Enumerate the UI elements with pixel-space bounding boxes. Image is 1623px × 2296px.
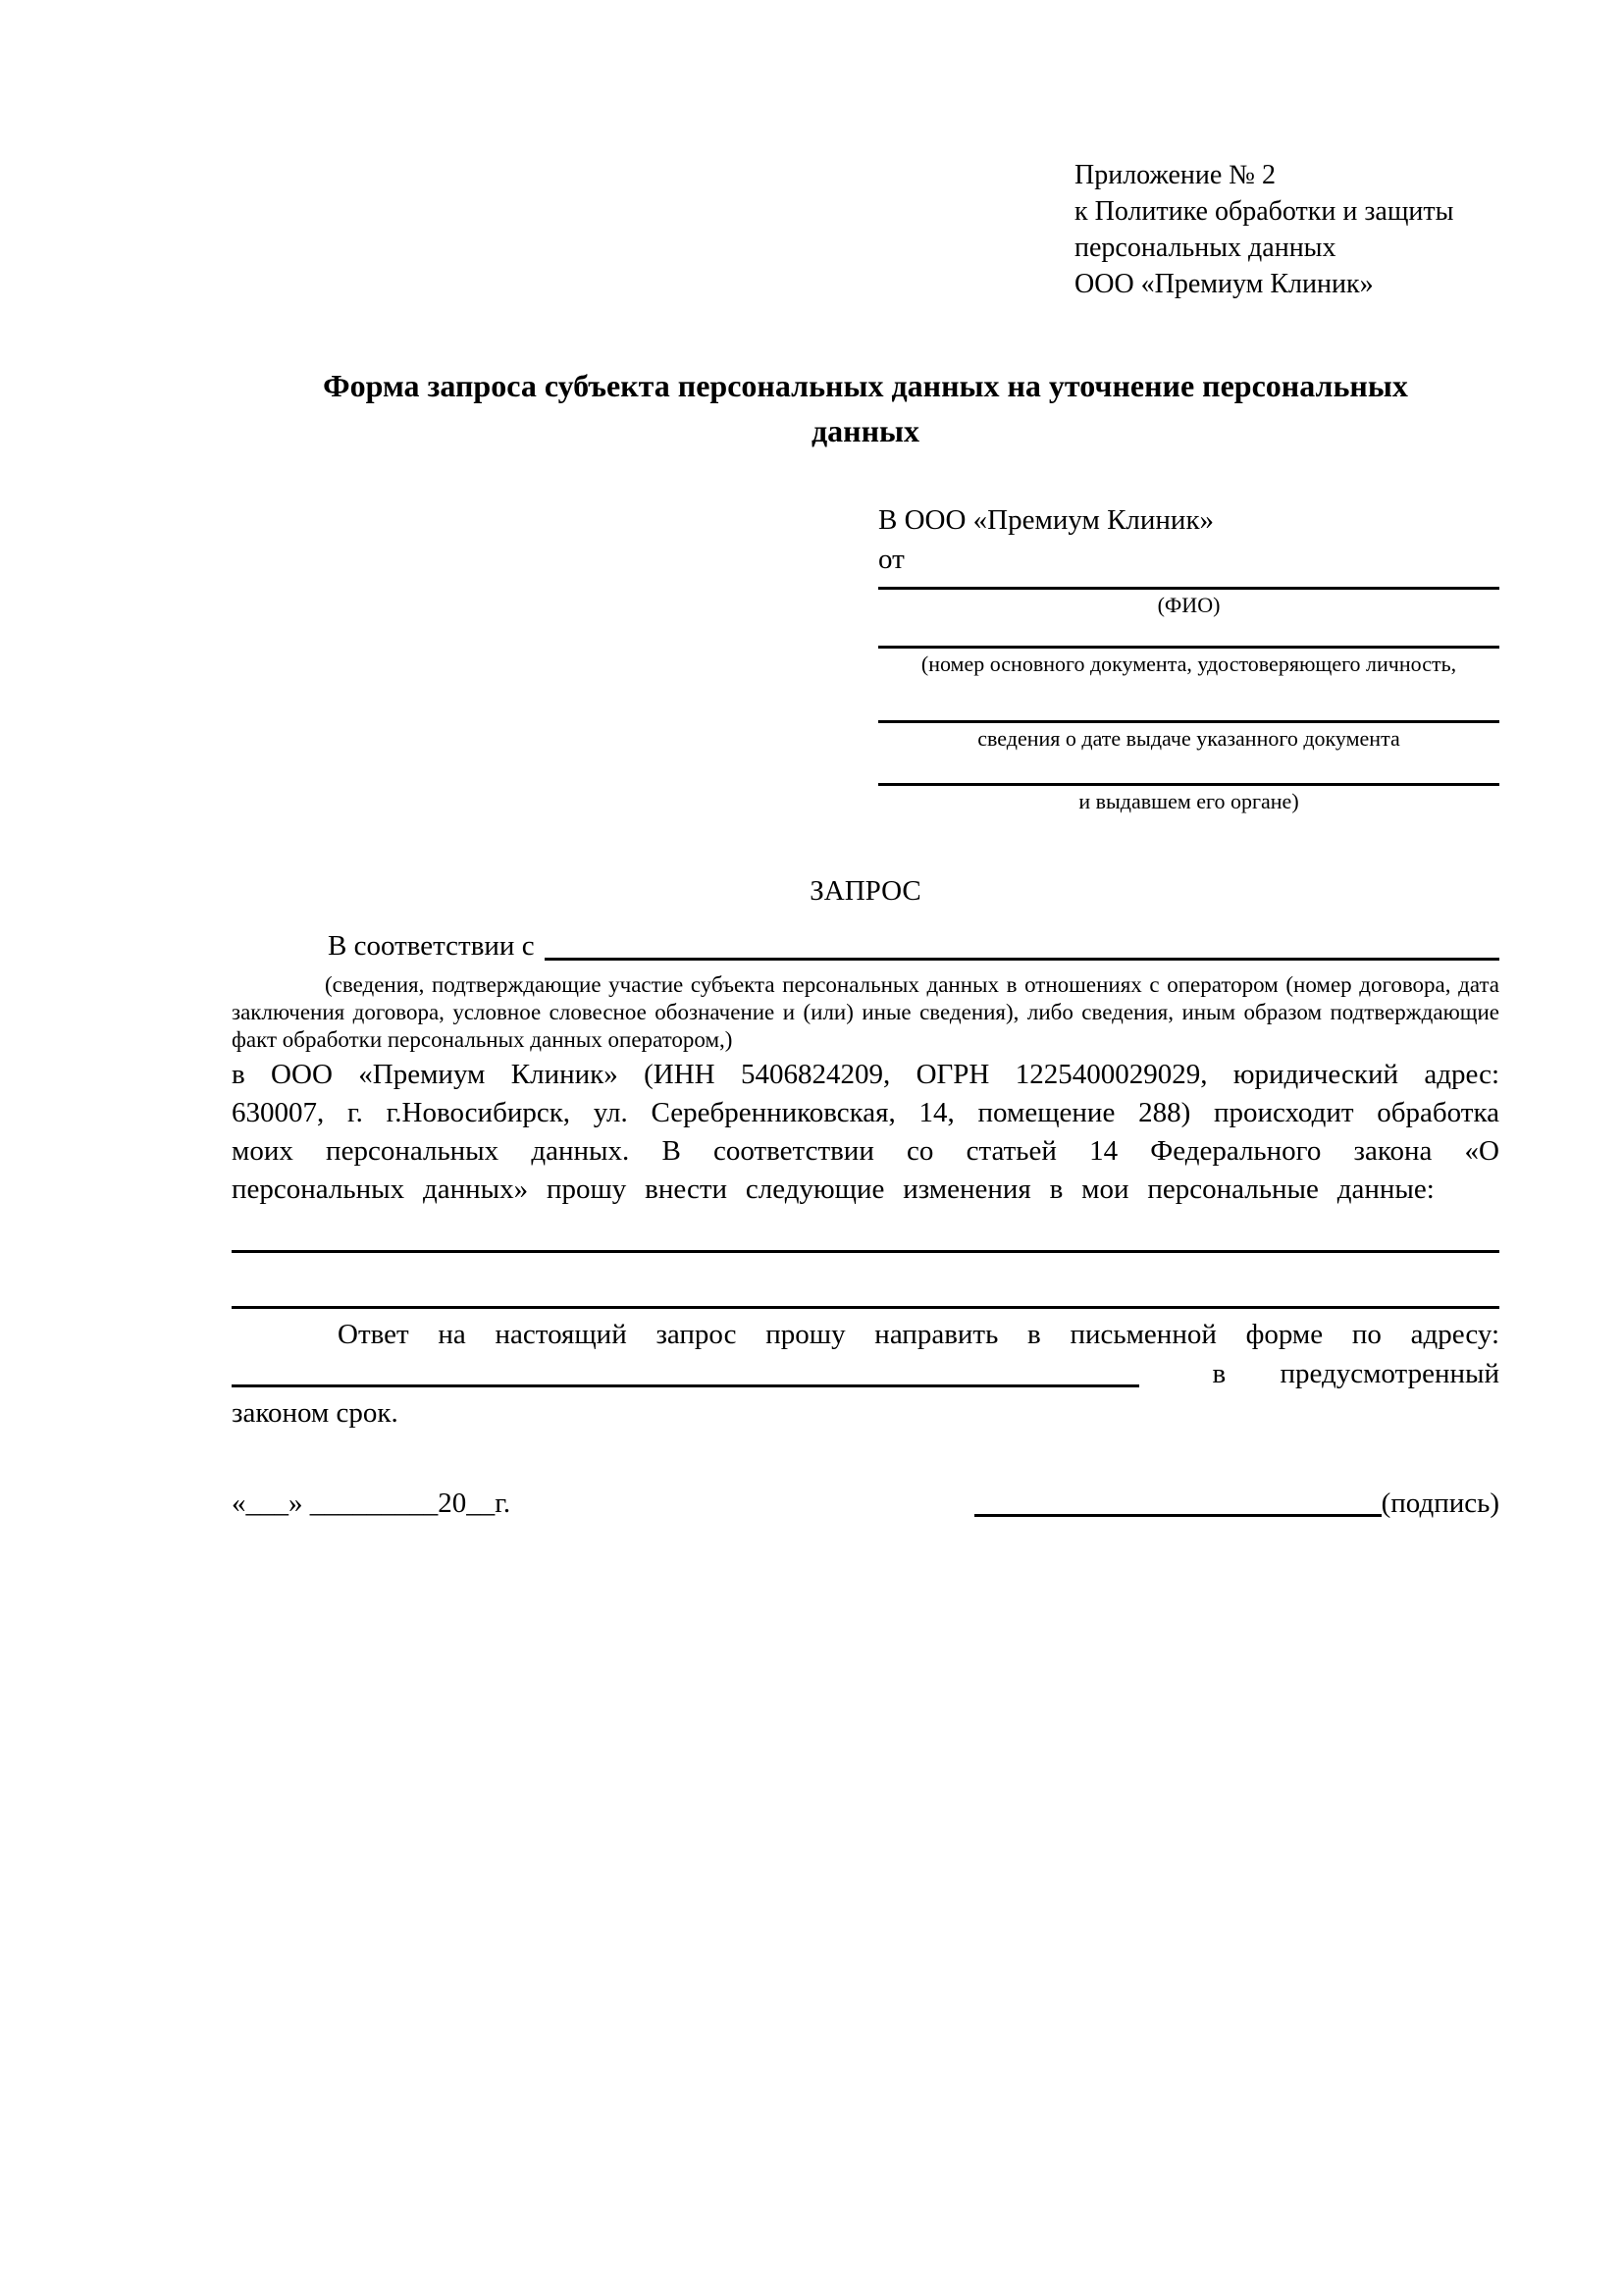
- organization-name: В ООО «Премиум Клиник»: [878, 504, 1215, 536]
- annex-line: персональных данных: [1074, 233, 1336, 263]
- date-field: «___» _________20__г.: [232, 1487, 511, 1519]
- footnote: (сведения, подтверждающие участие субъекта персональных данных в отношениях с оператором (номер договора, дата заключения договора, условное словесное обозначение и (или) иные сведения), либо сведения, иным образом подтверждающие факт обработки персональных данных оператором,): [232, 972, 1499, 1052]
- addressee-block: [878, 500, 1499, 814]
- fio-blank-line: [878, 587, 1499, 590]
- from-label: от: [878, 544, 905, 575]
- reply-address-line: Ответ на настоящий запрос прошу направить в письменной форме по адресу:: [338, 1319, 1499, 1350]
- signature-blank-line: [974, 1514, 1382, 1517]
- reply-closing: законом срок.: [232, 1397, 398, 1429]
- fio-caption: (ФИО): [1157, 593, 1221, 617]
- annex-note: [1074, 157, 1499, 302]
- intro-line: [232, 926, 1499, 965]
- signature-caption: (подпись): [1381, 1487, 1499, 1519]
- reply-terms: в предусмотренный: [1212, 1358, 1499, 1389]
- annex-line: ООО «Премиум Клиник»: [1074, 269, 1374, 299]
- basis-blank-line: [545, 958, 1499, 961]
- request-heading: ЗАПРОС: [810, 875, 921, 907]
- issue-date-blank-line: [878, 720, 1499, 723]
- reply-address-row: [232, 1354, 1499, 1393]
- date-signature-row: [232, 1484, 1499, 1523]
- changes-blank-line-2: [232, 1306, 1499, 1309]
- issue-date-caption: сведения о дате выдаче указанного документа: [977, 726, 1400, 751]
- changes-blank-line-1: [232, 1250, 1499, 1253]
- intro-prefix: В соответствии с: [328, 930, 535, 962]
- form-title: Форма запроса субъекта персональных данных на уточнение персональных данных: [323, 368, 1408, 448]
- annex-line: Приложение № 2: [1074, 160, 1276, 190]
- request-body: в ООО «Премиум Клиник» (ИНН 5406824209, ОГРН 1225400029029, юридический адрес: 630007, г. г.Новосибирск, ул. Серебренниковская, 14, помещение 288) происходит обработка моих персональных данных. В соответствии со статьей 14 Федерального закона «О персональных данных» прошу внести следующие изменения в мои персональные данные:: [232, 1059, 1499, 1205]
- issuing-authority-blank-line: [878, 783, 1499, 786]
- annex-line: к Политике обработки и защиты: [1074, 196, 1454, 227]
- document-number-blank-line: [878, 646, 1499, 649]
- issuing-authority-caption: и выдавшем его органе): [1078, 789, 1299, 813]
- signature-group: [974, 1484, 1499, 1523]
- address-blank-line: [232, 1384, 1139, 1387]
- document-number-caption: (номер основного документа, удостоверяющего личность,: [920, 652, 1457, 676]
